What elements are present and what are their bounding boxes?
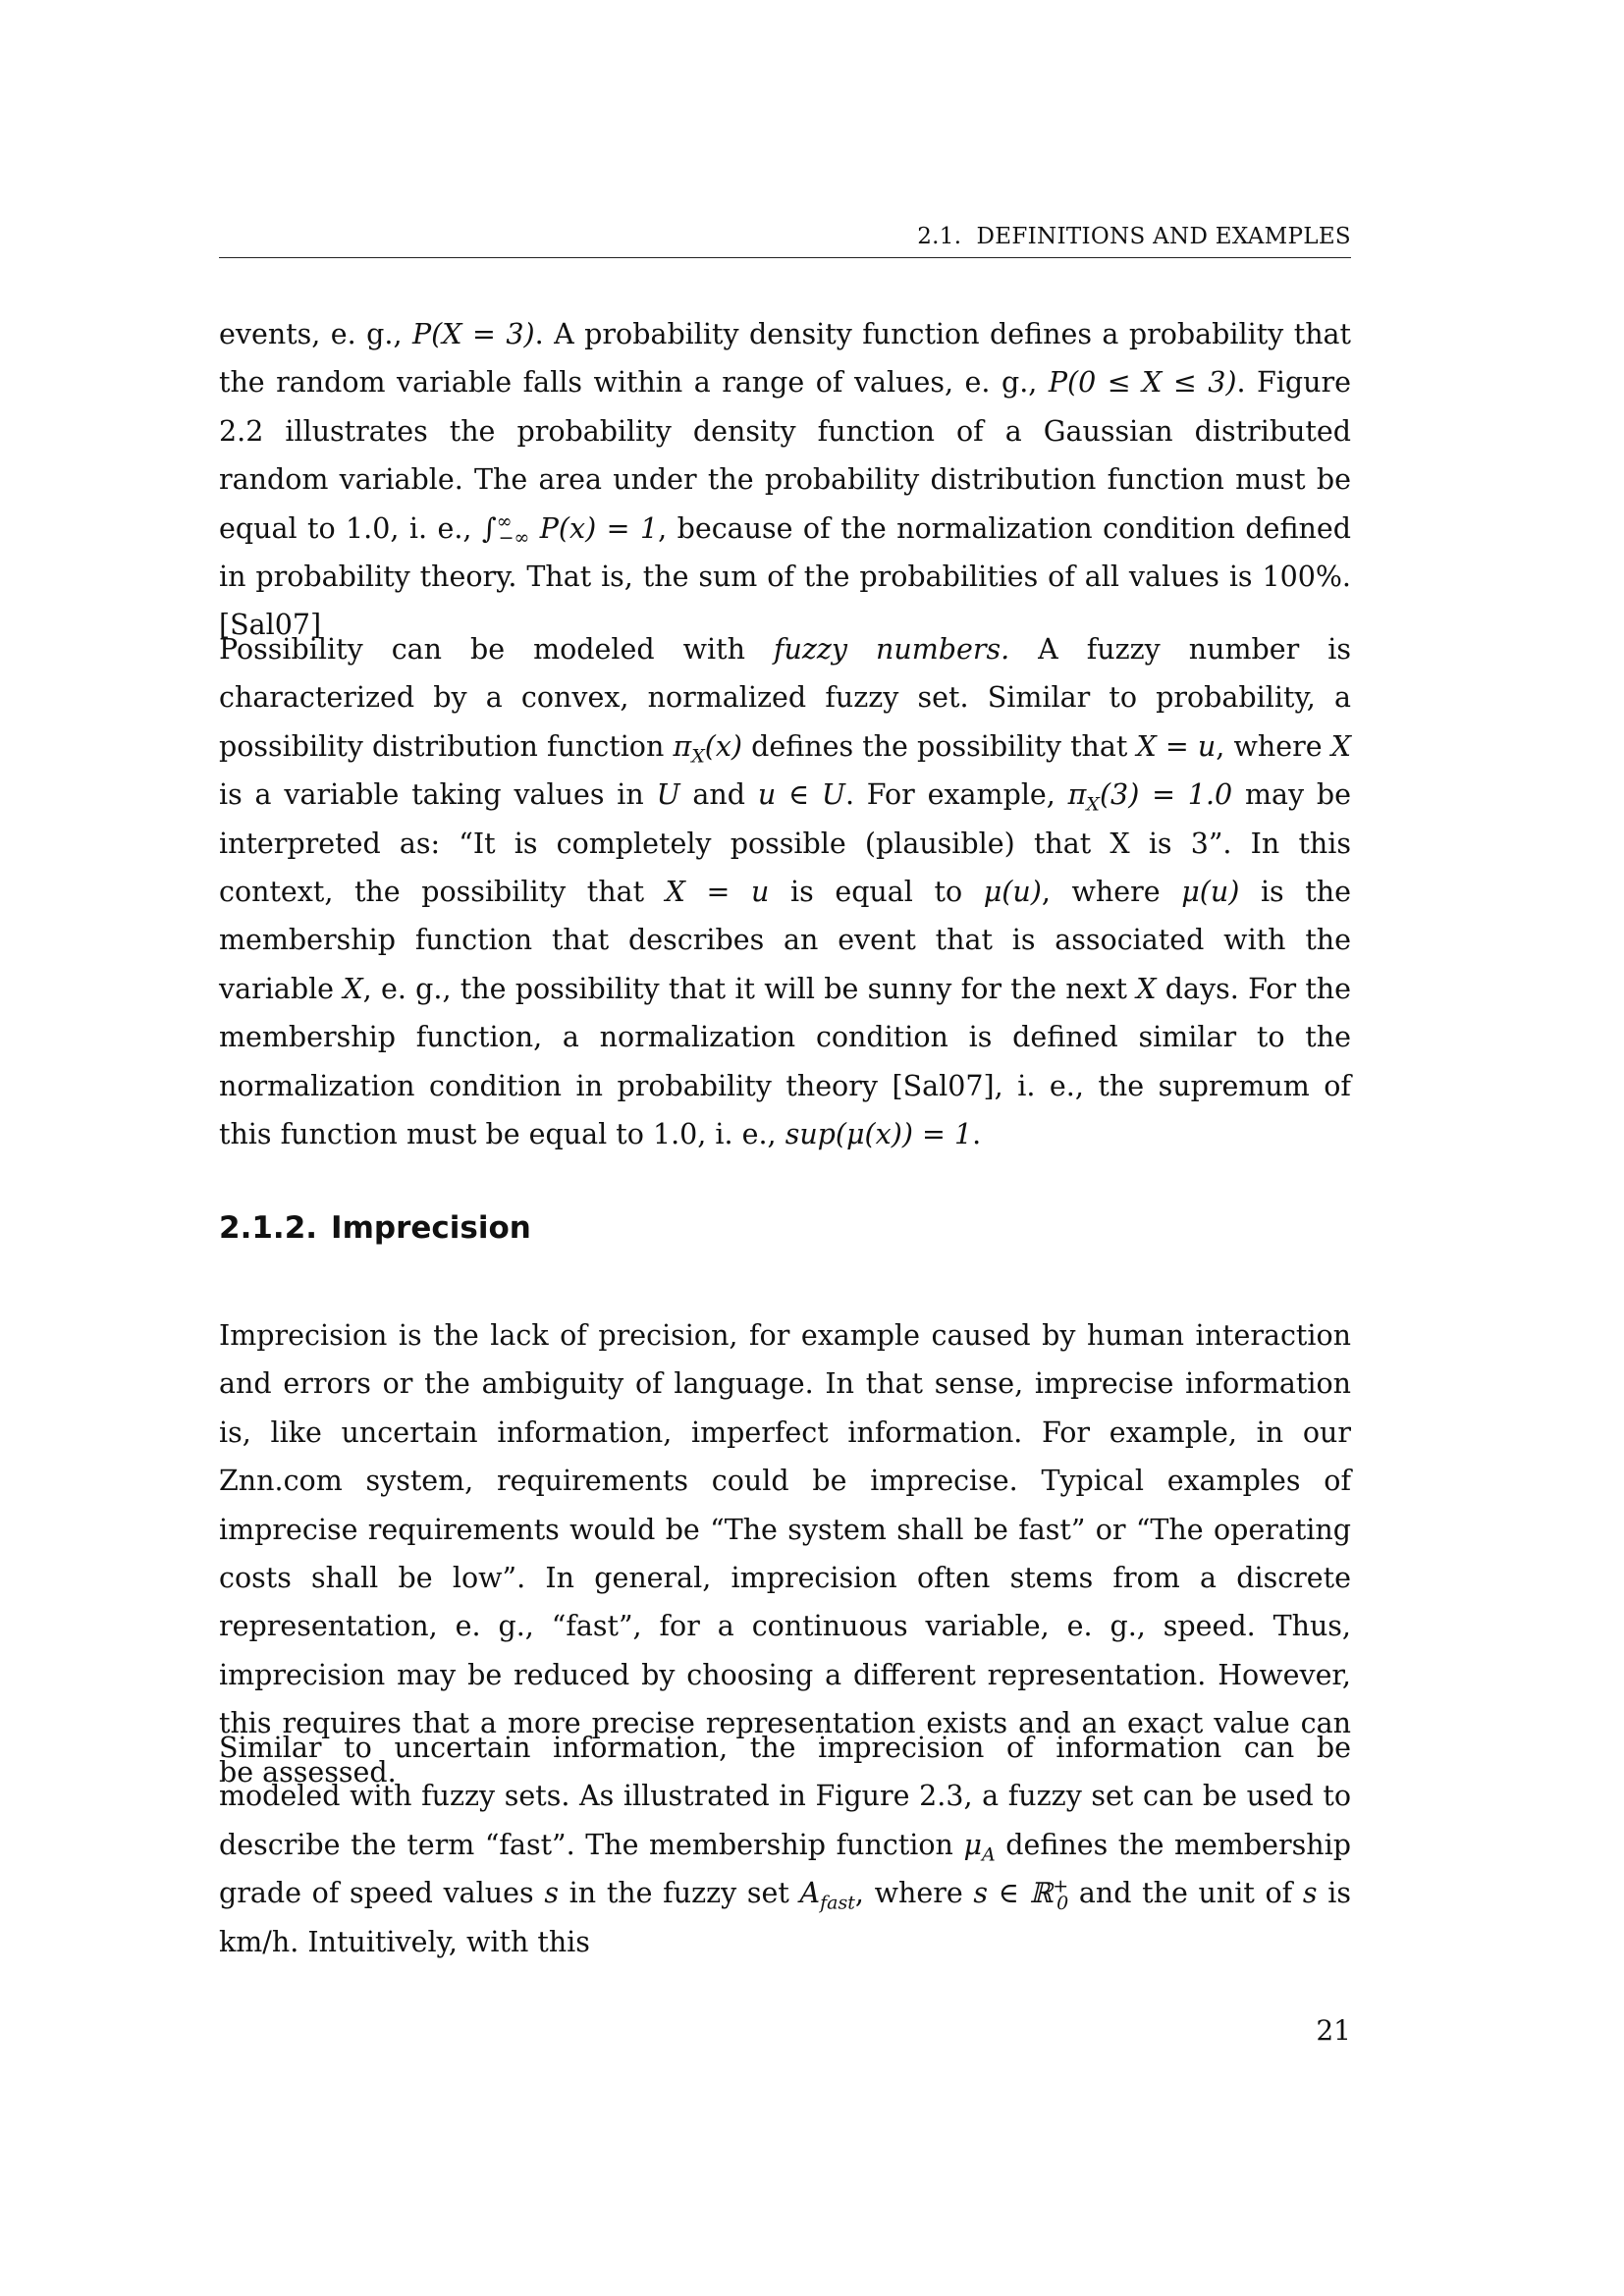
header-section-number: 2.1. xyxy=(917,224,962,249)
section-number: 2.1.2. xyxy=(219,1210,318,1246)
page-number: 21 xyxy=(1316,2014,1351,2047)
paragraph-fuzzy-sets: Similar to uncertain information, the imprecision of information can be modeled with fuzzy sets. As illustrated in Figure 2.3, a fuzzy set can be used to describe the term “fast”. The membership function $\mu_A$ defines the membership grade of speed values s in the fuzzy set $A_{fast}$, where s ∈ ℝ+$_0$ and the unit of s is km/h. Intuitively, with this xyxy=(219,1732,1352,1958)
section-title: Imprecision xyxy=(331,1210,531,1246)
integral-symbol: ∫ xyxy=(481,511,497,545)
section-heading xyxy=(219,1210,531,1246)
running-header xyxy=(219,224,1351,258)
paragraph-possibility: Possibility can be modeled with fuzzy numbers. A fuzzy number is characterized by a convex, normalized fuzzy set. Similar to probability, a possibility distribution function $\pi_X(x)$ defines the possibility that X = u, where X is a variable taking values in U and u ∈ U. For example, $\pi_X(3) = 1.0$ may be interpreted as: “It is completely possible (plausible) that X is 3”. In this context, the possibility that X = u is equal to μ(u), where μ(u) is the membership function that describes an event that is associated with the variable X, e. g., the possibility that it will be sunny for the next X days. For the membership function, a normalization condition is defined similar to the normalization condition in probability theory [Sal07], i. e., the supremum of this function must be equal to 1.0, i. e., sup(μ(x)) = 1. xyxy=(219,633,1352,1151)
paragraph-probability-density: events, e. g., P(X = 3). A probability density function defines a probability that the random variable falls within a range of values, e. g., P(0 ≤ X ≤ 3). Figure 2.2 illustrates the probability density function of a Gaussian distributed random variable. The area under the probability distribution function must be equal to 1.0, i. e., $\int^\infty_{-\infty}$ P(x) = 1, because of the normalization condition defined in probability theory. That is, the sum of the probabilities of all values is 100%. [Sal07] xyxy=(219,318,1352,642)
header-section-title: DEFINITIONS AND EXAMPLES xyxy=(976,224,1351,249)
paragraph-imprecision: Imprecision is the lack of precision, for example caused by human interaction and errors or the ambiguity of language. In that sense, imprecise information is, like uncertain information, imperfect information. For example, in our Znn.com system, requirements could be imprecise. Typical examples of imprecise requirements would be “The system shall be fast” or “The operating costs shall be low”. In general, imprecision often stems from a discrete representation, e. g., “fast”, for a continuous variable, e. g., speed. Thus, imprecision may be reduced by choosing a different representation. However, this requires that a more precise representation exists and an exact value can be assessed. xyxy=(219,1319,1351,1789)
